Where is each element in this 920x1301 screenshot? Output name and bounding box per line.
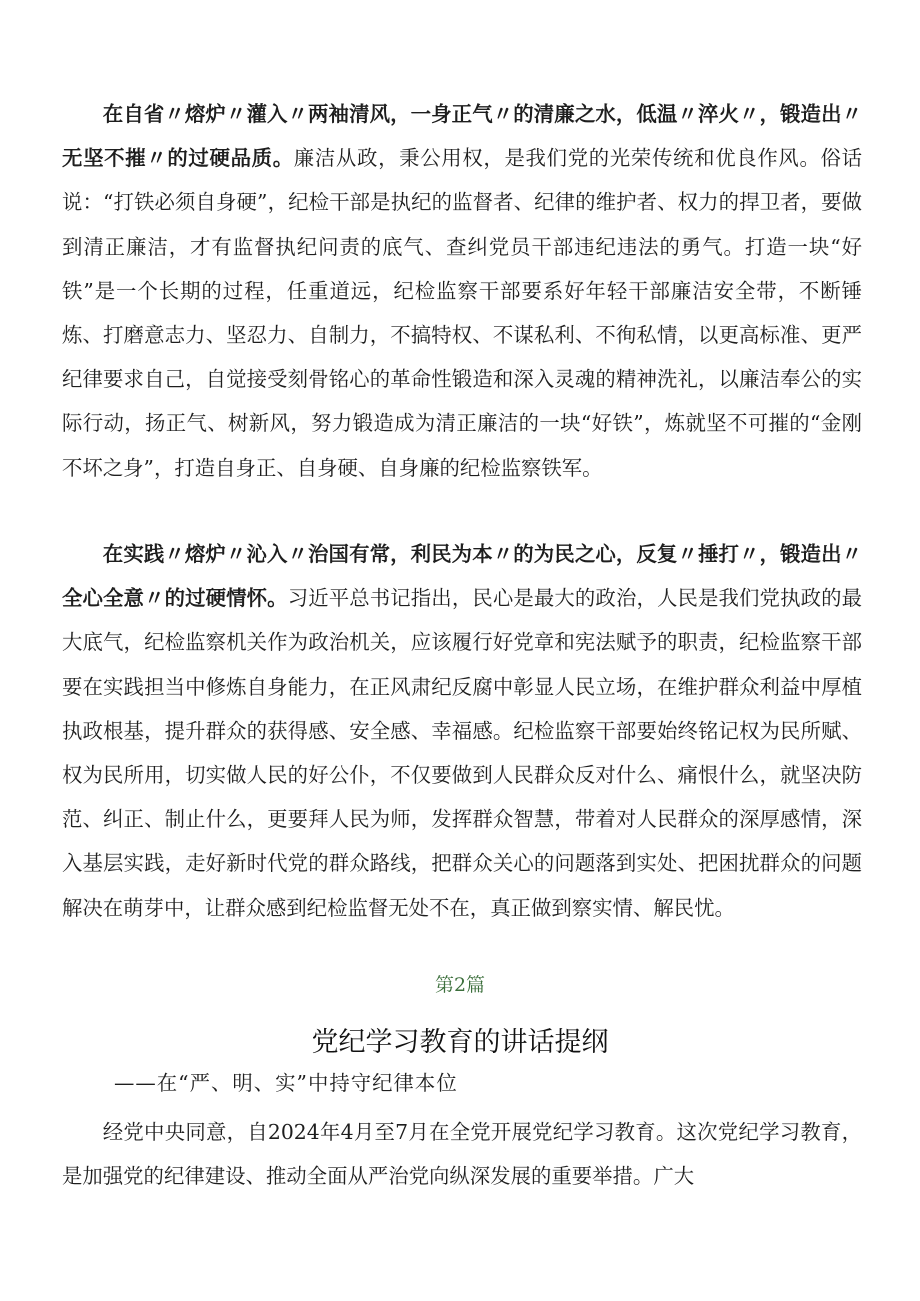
paragraph-2-body: 习近平总书记指出，民心是最大的政治，人民是我们党执政的最大底气，纪检监察机关作为政治机关，应该履行好党章和宪法赋予的职责，纪检监察干部要在实践担当中修炼自身能力，在正风肃纪反腐中彰显人民立场，在维护群众利益中厚植执政根基，提升群众的获得感、安全感、幸福感。纪检监察干部要始终铭记权为民所赋、权为民所用，切实做人民的好公仆，不仅要做到人民群众反对什么、痛恨什么，就坚决防范、纠正、制止什么，更要拜人民为师，发挥群众智慧，带着对人民群众的深厚感情，深入基层实践，走好新时代党的群众路线，把群众关心的问题落到实处、把困扰群众的问题解决在萌芽中，让群众感到纪检监督无处不在，真正做到察实情、解民忧。 <box>62 586 863 920</box>
chapter-label: 第2篇 <box>434 974 486 996</box>
document-subtitle: ——在“严、明、实”中持守纪律本位 <box>114 1071 458 1095</box>
document-title: 党纪学习教育的讲话提纲 <box>311 1027 609 1058</box>
paragraph-1-body: 廉洁从政，秉公用权，是我们党的光荣传统和优良作风。俗话说：“打铁必须自身硬”，纪检干部是执纪的监督者、纪律的维护者、权力的捍卫者，要做到清正廉洁，才有监督执纪问责的底气、查纠党员干部违纪违法的勇气。打造一块“好铁”是一个长期的过程，任重道远，纪检监察干部要系好年轻干部廉洁安全带，不断锤炼、打磨意志力、坚忍力、自制力，不搞特权、不谋私利、不徇私情，以更高标准、更严纪律要求自己，自觉接受刻骨铭心的革命性锻造和深入灵魂的精神洗礼，以廉洁奉公的实际行动，扬正气、树新风，努力锻造成为清正廉洁的一块“好铁”，炼就坚不可摧的“金刚不坏之身”，打造自身正、自身硬、自身廉的纪检监察铁军。 <box>62 146 863 480</box>
paragraph-3: 经党中央同意，自2024年4月至7月在全党开展党纪学习教育。这次党纪学习教育，是加强党的纪律建设、推动全面从严治党向纵深发展的重要举措。广大 <box>62 1120 862 1189</box>
paragraph-1-lead: 在自省〃熔炉〃灌入〃两袖清风，一身正气〃的清廉之水，低温〃淬火〃，锻造出〃无坚不摧〃的过硬品质。 <box>62 102 862 171</box>
paragraph-1 <box>62 92 862 490</box>
paragraph-2-lead: 在实践〃熔炉〃沁入〃治国有常，利民为本〃的为民之心，反复〃捶打〃，锻造出〃全心全意〃的过硬情怀。 <box>62 542 862 611</box>
paragraph-2 <box>62 532 862 930</box>
